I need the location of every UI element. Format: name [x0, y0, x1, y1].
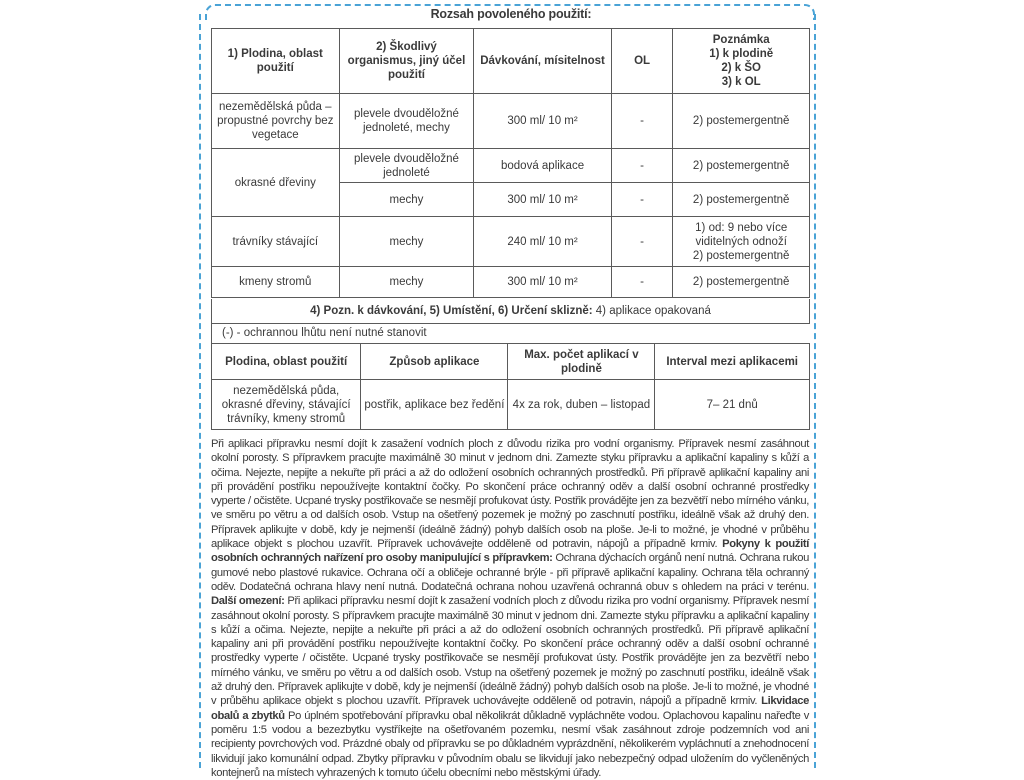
paragraph-2: Ochrana dýchacích orgánů není nutná. Ochrana rukou gumové nebo plastové rukavice. Ochrana očí a obličeje ochranné brýle - při přípravě aplikační kapaliny. Ochrana těla ochranný oděv. Dodatečná ochrana hlavy není nutná. Dodatečná ochrana nohou uzavřená ochranná obuv s ohledem na práci v terénu. [211, 552, 809, 593]
section-title: Rozsah povoleného použití: [430, 7, 592, 21]
header-interval: Interval mezi aplikacemi [655, 344, 810, 380]
header-note-3: 3) k OL [721, 76, 761, 88]
usage-table [211, 28, 810, 298]
paragraph-3-bold: Likvidace obalů a zbytků [211, 695, 809, 722]
ol-note: (-) - ochrannou lhůtu není nutné stanovit [211, 323, 808, 343]
cell-ol: - [611, 149, 673, 183]
cell-organism: plevele dvouděložné jednoleté, mechy [339, 94, 474, 149]
paragraph-1: Při aplikaci přípravku nesmí dojít k zasažení vodních ploch z důvodu rizika pro vodní organismy. Přípravek nesmí zasáhnout okolní porosty. S přípravkem pracujte maximálně 30 minut v jednom dni. Zamezte styku přípravku a aplikační kapaliny s kůží a očima. Nejezte, nepijte a nekuřte při práci a až do odložení osobních ochranných prostředků. Při přípravě aplikační kapaliny ani při provádění postřiku nepoužívejte kontaktní čočky. Po skončení práce ochranný oděv a další osobní ochranné prostředky vyperte / očistěte. Ucpané trysky postřikovače se nesmějí profukovat ústy. Postřik provádějte jen za bezvětří nebo mírného vánku, ve směru po větru a od dalších osob. Vstup na ošetřený pozemek je možný po zaschnutí postřiku, ideálně však až druhý den. Přípravek aplikujte v době, kdy je nejmenší (ideálně žádný) pohyb dalších osob na ploše. Je-li to možné, je vhodné v průběhu aplikace objekt s plochou uzavřít. Přípravek uchovávejte odděleně od potravin, nápojů a případně krmiv. [211, 438, 809, 551]
cell-note: 2) postemergentně [673, 267, 810, 298]
cell-dose: 300 ml/ 10 m² [474, 183, 611, 217]
header-crop: 1) Plodina, oblast použití [212, 29, 340, 94]
table-row [212, 94, 810, 149]
cell-crop: nezemědělská půda – propustné povrchy bez vegetace [212, 94, 340, 149]
cell-organism: mechy [339, 217, 474, 267]
header-ol: OL [611, 29, 673, 94]
cell-note: 2) postemergentně [673, 149, 810, 183]
cell-crop: okrasné dřeviny [212, 149, 340, 217]
header-note [673, 29, 810, 94]
table-header-row [212, 29, 810, 94]
paragraph-3: Při aplikaci přípravku nesmí dojít k zasažení vodních ploch z důvodu rizika pro vodní organismy. Přípravek nesmí zasáhnout okolní porosty. S přípravkem pracujte maximálně 30 minut v jednom dni. Zamezte styku přípravku a aplikační kapaliny s kůží a očima. Nejezte, nepijte a nekuřte při práci a až do odložení osobních ochranných prostředků. Při přípravě aplikační kapaliny ani při provádění postřiku nepoužívejte kontaktní čočky. Po skončení práce ochranný oděv a další osobní ochranné prostředky vyperte / očistěte. Ucpané trysky postřikovače se nesmějí profukovat ústy. Postřik provádějte jen za bezvětří nebo mírného vánku, ve směru po větru a od dalších osob. Vstup na ošetřený pozemek je možný po zaschnutí postřiku, ideálně však až druhý den. Přípravek aplikujte v době, kdy je nejmenší (ideálně žádný) pohyb dalších osob na ploše. Je-li to možné, je vhodné v průběhu aplikace objekt s plochou uzavřít. Přípravek uchovávejte odděleně od potravin, nápojů a případně krmiv. [211, 595, 810, 708]
header-note-1: 1) k plodině [709, 48, 774, 60]
cell-method: postřik, aplikace bez ředění [361, 380, 508, 430]
cell-ol: - [611, 217, 673, 267]
cell-max: 4x za rok, duben – listopad [508, 380, 655, 430]
table-row [212, 217, 810, 267]
cell-crop: trávníky stávající [212, 217, 340, 267]
cell-note: 2) postemergentně [673, 94, 810, 149]
header-max: Max. počet aplikací v plodině [508, 344, 655, 380]
dashed-border-right [814, 14, 816, 768]
cell-dose: 240 ml/ 10 m² [474, 217, 611, 267]
cell-organism: mechy [339, 183, 474, 217]
cell-crop: nezemědělská půda, okrasné dřeviny, stávající trávníky, kmeny stromů [212, 380, 361, 430]
paragraph-2-bold: Další omezení: [211, 595, 285, 608]
cell-dose: 300 ml/ 10 m² [474, 94, 611, 149]
cell-dose: bodová aplikace [474, 149, 611, 183]
table-row [212, 149, 810, 183]
dashed-border-left [199, 14, 201, 768]
cell-ol: - [611, 183, 673, 217]
cell-note: 2) postemergentně [673, 183, 810, 217]
cell-note-b: 2) postemergentně [692, 249, 790, 262]
header-note-2: 2) k ŠO [721, 62, 762, 74]
cell-note-a: 1) od: 9 nebo více viditelných odnoží [695, 221, 788, 248]
header-crop: Plodina, oblast použití [212, 344, 361, 380]
cell-note [673, 217, 810, 267]
paragraph-1-bold: Pokyny k použití osobních ochranných nařízení pro osoby manipulující s přípravkem: [211, 538, 810, 565]
paragraph-4: Po úplném spotřebování přípravku obal několikrát důkladně vypláchněte vodou. Oplachovou kapalinu nařeďte v poměru 1:5 vodou a bezezbytku vystříkejte na ošetřovaném pozemku, nesmí však zasáhnout zdroje podzemních vod ani recipienty povrchových vod. Prázdné obaly od přípravku se po důkladném vyprázdnění, několikerém vypláchnutí a znehodnocení likvidují jako komunální odpad. Zbytky přípravku v původním obalu se likvidují jako nebezpečný odpad uložením do vyčleněných kontejnerů na místech vyhrazených k tomuto účelu obecními nebo městskými úřady. [211, 709, 809, 779]
header-method: Způsob aplikace [361, 344, 508, 380]
cell-organism: plevele dvouděložné jednoleté [339, 149, 474, 183]
instructions-text [211, 437, 810, 779]
cell-ol: - [611, 267, 673, 298]
footnote-text: 4) aplikace opakovaná [592, 305, 711, 317]
footnote-bold: 4) Pozn. k dávkování, 5) Umístění, 6) Určení sklizně: [310, 305, 593, 317]
header-dose: Dávkování, mísitelnost [474, 29, 611, 94]
header-organism: 2) Škodlivý organismus, jiný účel použití [339, 29, 474, 94]
cell-interval: 7– 21 dnů [655, 380, 810, 430]
footnote-row [211, 299, 810, 324]
application-table [211, 343, 810, 430]
cell-organism: mechy [339, 267, 474, 298]
table-row [212, 380, 810, 430]
cell-dose: 300 ml/ 10 m² [474, 267, 611, 298]
header-note-title: Poznámka [712, 34, 770, 46]
cell-ol: - [611, 94, 673, 149]
table-row [212, 267, 810, 298]
cell-crop: kmeny stromů [212, 267, 340, 298]
table-header-row [212, 344, 810, 380]
